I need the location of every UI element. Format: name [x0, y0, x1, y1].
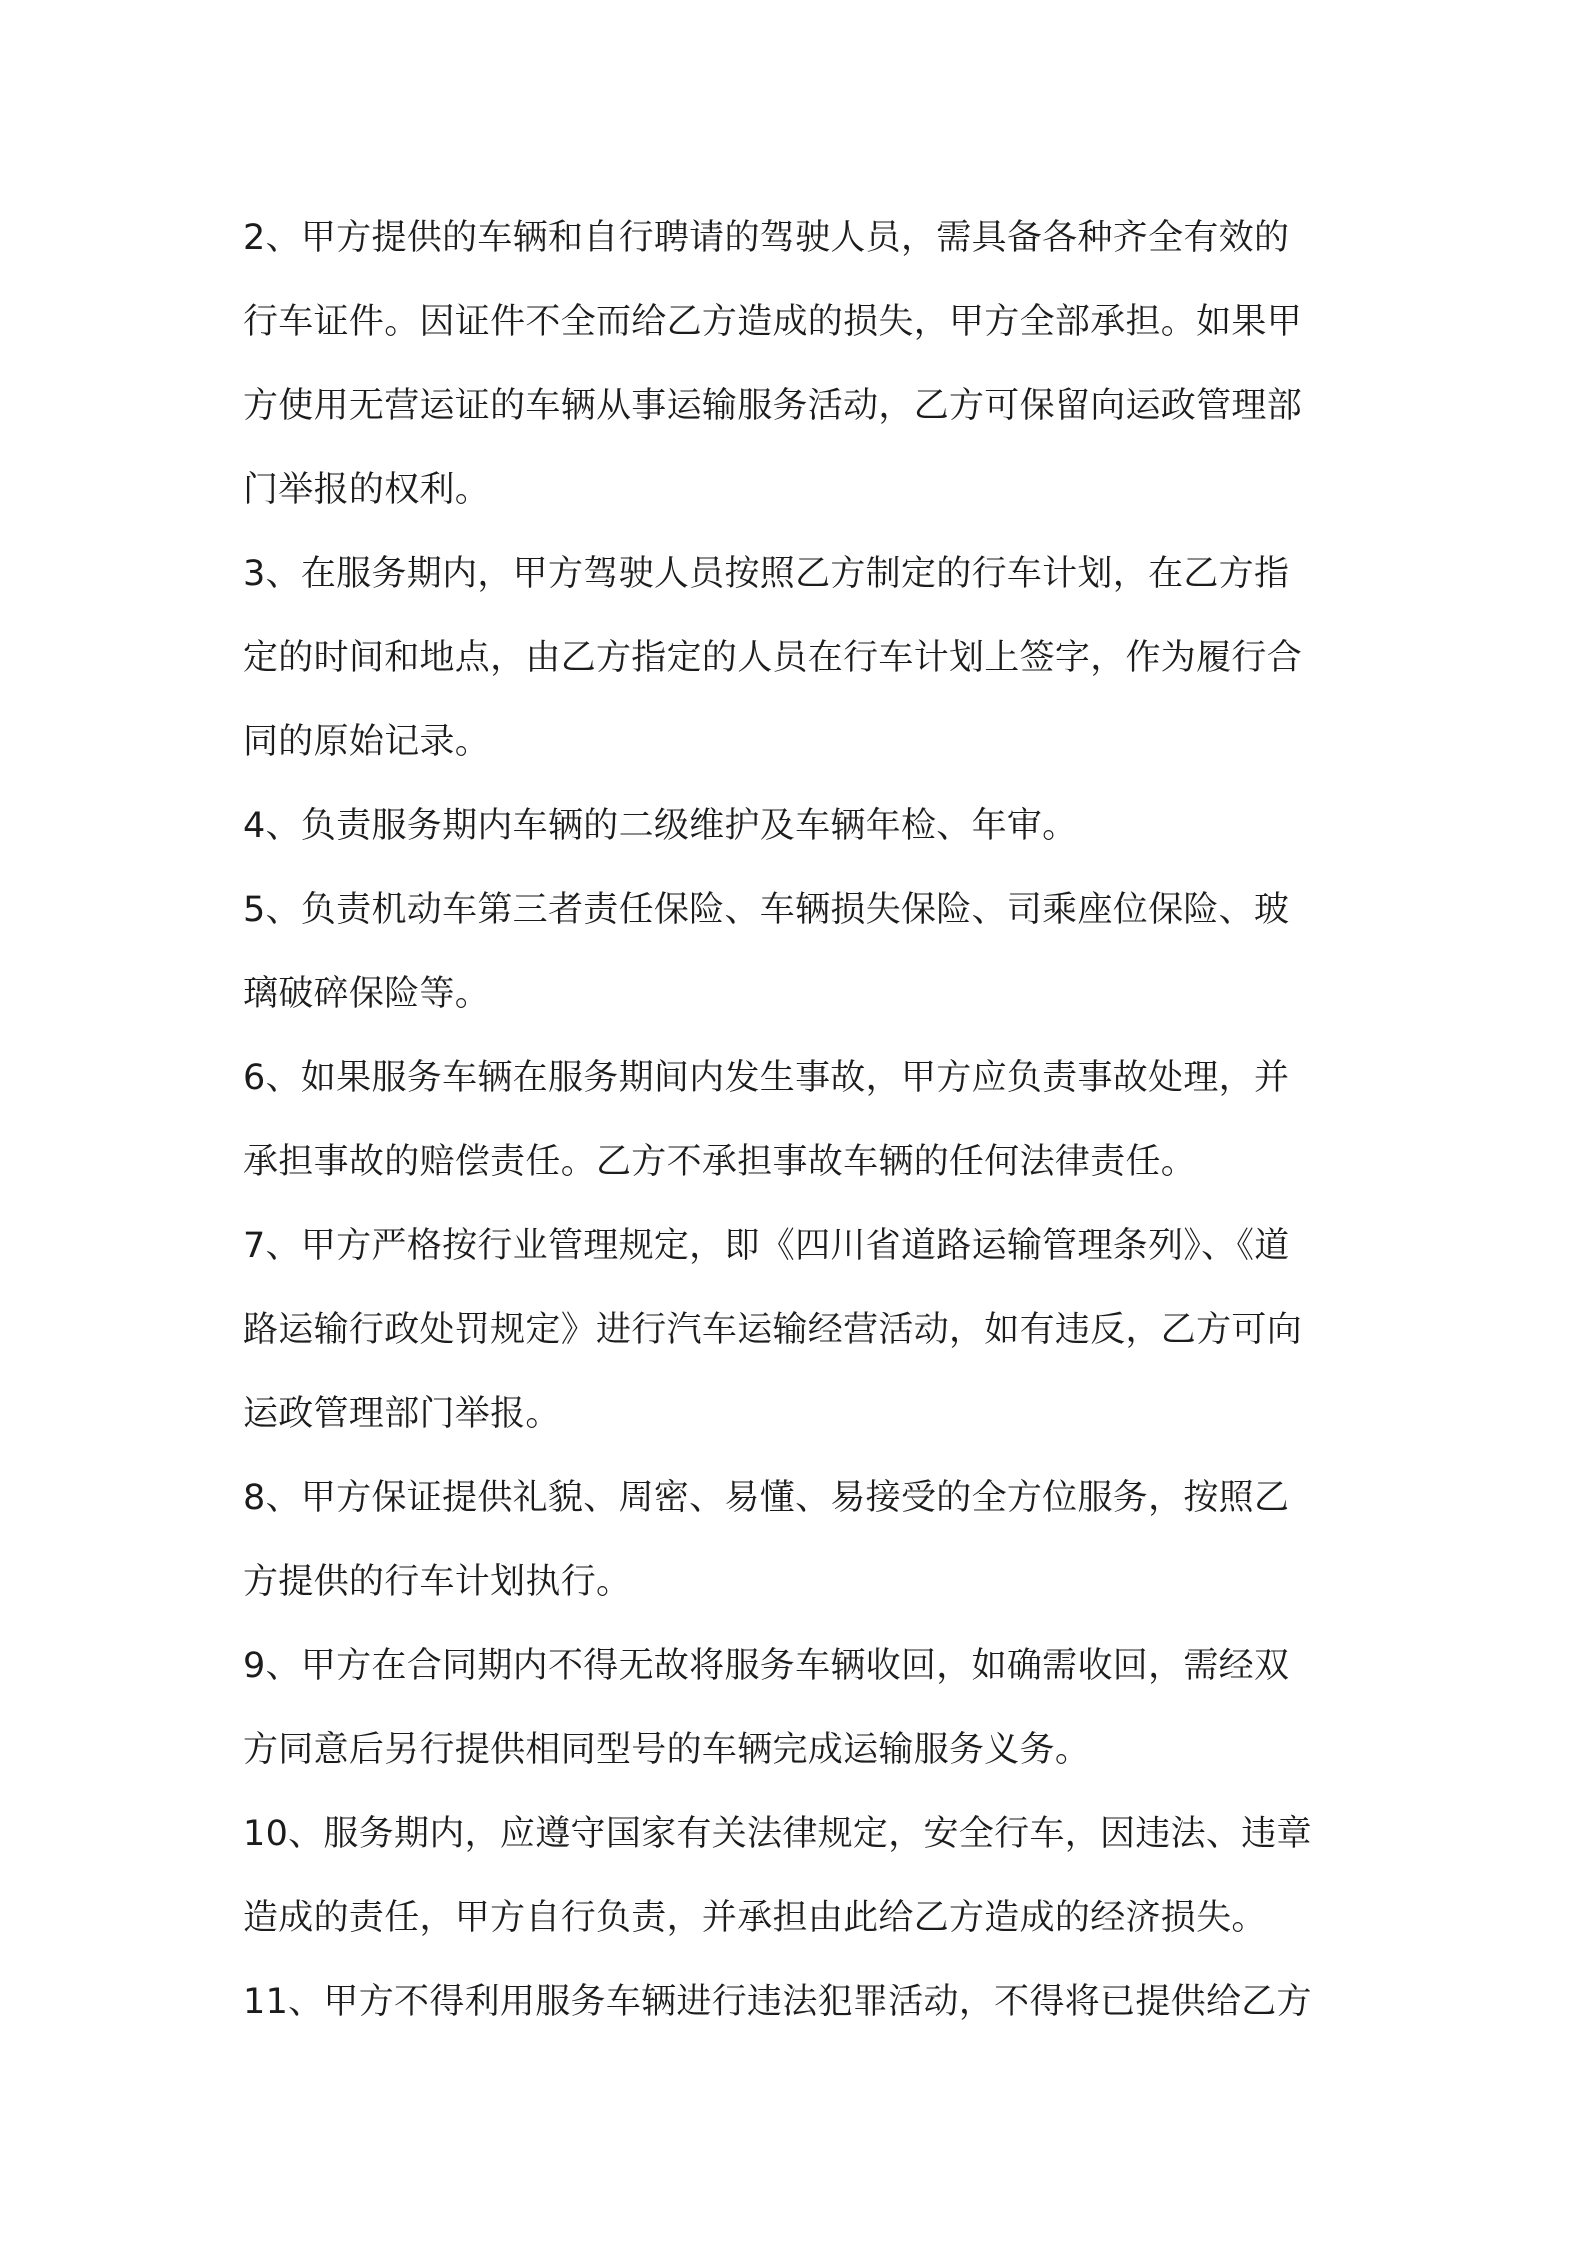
clause-2 — [243, 196, 1358, 532]
clause-5-line-2: 璃破碎保险等。 — [243, 974, 491, 1014]
clause-7-line-2: 路运输行政处罚规定》进行汽车运输经营活动，如有违反，乙方可向 — [243, 1310, 1303, 1350]
clause-6-line-2: 承担事故的赔偿责任。乙方不承担事故车辆的任何法律责任。 — [243, 1142, 1197, 1182]
clause-4-line-1: 4、负责服务期内车辆的二级维护及车辆年检、年审。 — [243, 806, 1078, 846]
clause-11 — [243, 1960, 1358, 2044]
clause-8-line-1: 8、甲方保证提供礼貌、周密、易懂、易接受的全方位服务，按照乙 — [243, 1478, 1290, 1518]
clause-2-line-3: 方使用无营运证的车辆从事运输服务活动，乙方可保留向运政管理部 — [243, 386, 1303, 426]
clause-9-line-1: 9、甲方在合同期内不得无故将服务车辆收回，如确需收回，需经双 — [243, 1646, 1290, 1686]
clause-3-line-1: 3、在服务期内，甲方驾驶人员按照乙方制定的行车计划，在乙方指 — [243, 554, 1290, 594]
clause-3 — [243, 532, 1358, 784]
clause-6 — [243, 1036, 1358, 1204]
clause-2-line-1: 2、甲方提供的车辆和自行聘请的驾驶人员，需具备各种齐全有效的 — [243, 218, 1290, 258]
clause-2-line-2: 行车证件。因证件不全而给乙方造成的损失，甲方全部承担。如果甲 — [243, 302, 1303, 342]
clause-3-line-2: 定的时间和地点，由乙方指定的人员在行车计划上签字，作为履行合 — [243, 638, 1303, 678]
clause-5 — [243, 868, 1358, 1036]
clause-10-line-1: 10、服务期内，应遵守国家有关法律规定，安全行车，因违法、违章 — [243, 1814, 1312, 1854]
clause-4 — [243, 784, 1358, 868]
clause-10-line-2: 造成的责任，甲方自行负责，并承担由此给乙方造成的经济损失。 — [243, 1898, 1267, 1938]
clause-9 — [243, 1624, 1358, 1792]
clause-8-line-2: 方提供的行车计划执行。 — [243, 1562, 632, 1602]
clause-5-line-1: 5、负责机动车第三者责任保险、车辆损失保险、司乘座位保险、玻 — [243, 890, 1290, 930]
clause-7 — [243, 1204, 1358, 1456]
clause-9-line-2: 方同意后另行提供相同型号的车辆完成运输服务义务。 — [243, 1730, 1091, 1770]
clause-3-line-3: 同的原始记录。 — [243, 722, 491, 762]
contract-clauses — [243, 196, 1358, 2044]
clause-6-line-1: 6、如果服务车辆在服务期间内发生事故，甲方应负责事故处理，并 — [243, 1058, 1290, 1098]
clause-7-line-3: 运政管理部门举报。 — [243, 1394, 561, 1434]
clause-7-line-1: 7、甲方严格按行业管理规定，即《四川省道路运输管理条列》、《道 — [243, 1226, 1290, 1266]
clause-8 — [243, 1456, 1358, 1624]
clause-10 — [243, 1792, 1358, 1960]
clause-11-line-1: 11、甲方不得利用服务车辆进行违法犯罪活动，不得将已提供给乙方 — [243, 1982, 1312, 2022]
clause-2-line-4: 门举报的权利。 — [243, 470, 491, 510]
